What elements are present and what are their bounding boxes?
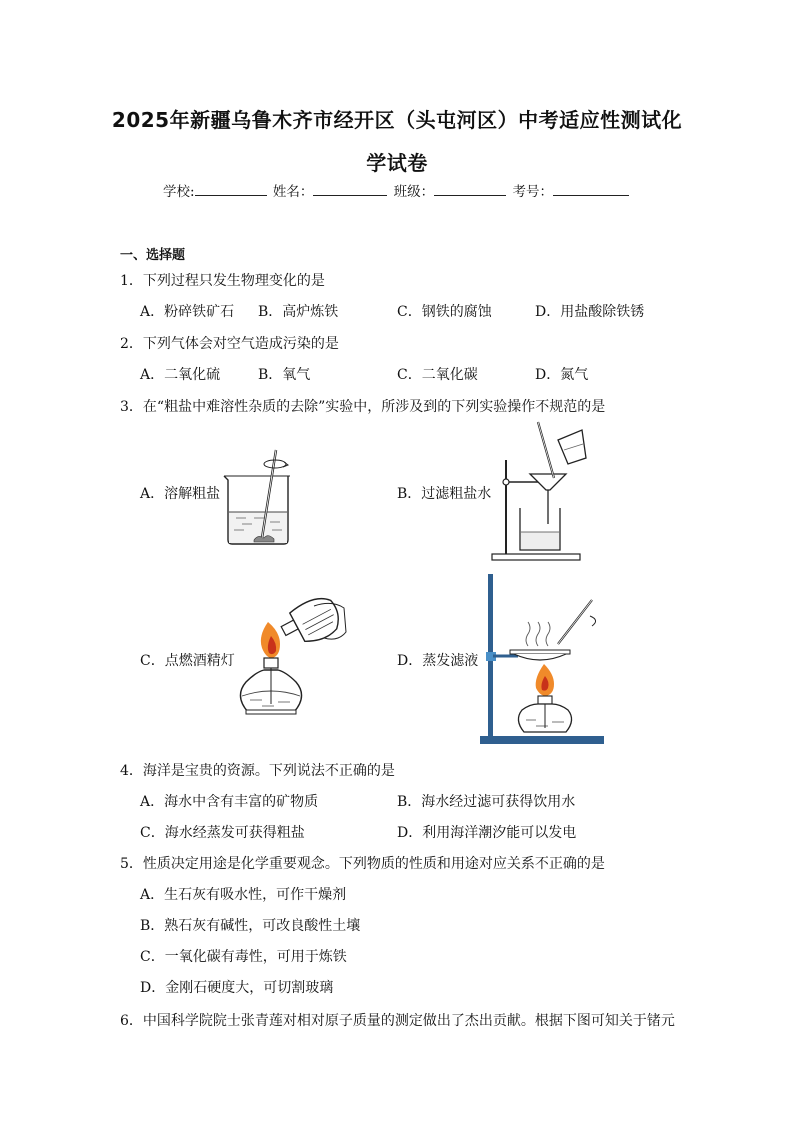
class-blank[interactable] — [434, 183, 506, 196]
q5-option-c[interactable]: C．一氧化碳有毒性，可用于炼铁 — [140, 949, 347, 965]
q5-option-a[interactable]: A．生石灰有吸水性，可作干燥剂 — [140, 887, 347, 903]
q3-option-c[interactable]: C．点燃酒精灯 — [140, 653, 235, 669]
exam-title-line2: 学试卷 — [366, 151, 428, 175]
alcohol-lamp-lighting-illustration — [228, 596, 352, 718]
exam-no-blank[interactable] — [553, 183, 629, 196]
q3-option-a[interactable]: A．溶解粗盐 — [140, 486, 221, 502]
question-4-stem: 4．海洋是宝贵的资源。下列说法不正确的是 — [120, 763, 395, 779]
q4-option-d[interactable]: D．利用海洋潮汐能可以发电 — [397, 825, 577, 841]
q2-option-a[interactable]: A．二氧化硫 — [140, 367, 221, 383]
q1-option-d[interactable]: D．用盐酸除铁锈 — [535, 304, 645, 320]
exam-no-label: 考号： — [512, 184, 553, 200]
q5-option-d[interactable]: D．金刚石硬度大，可切割玻璃 — [140, 980, 334, 996]
q2-option-b[interactable]: B．氧气 — [258, 367, 311, 383]
q1-option-a[interactable]: A．粉碎铁矿石 — [140, 304, 235, 320]
name-label: 姓名： — [272, 184, 314, 200]
q3-option-d[interactable]: D．蒸发滤液 — [397, 653, 479, 669]
q4-option-b[interactable]: B．海水经过滤可获得饮用水 — [397, 794, 576, 810]
exam-title-line1: 2025年新疆乌鲁木齐市经开区（头屯河区）中考适应性测试化 — [111, 108, 683, 132]
school-label: 学校: — [163, 184, 195, 200]
filtration-apparatus-illustration — [488, 420, 588, 562]
q1-option-c[interactable]: C．钢铁的腐蚀 — [397, 304, 492, 320]
question-6-stem: 6．中国科学院院士张青莲对相对原子质量的测定做出了杰出贡献。根据下图可知关于锗元 — [120, 1013, 675, 1029]
question-1-stem: 1．下列过程只发生物理变化的是 — [120, 273, 325, 289]
question-3-stem: 3．在“粗盐中难溶性杂质的去除”实验中，所涉及到的下列实验操作不规范的是 — [120, 399, 606, 415]
question-5-stem: 5．性质决定用途是化学重要观念。下列物质的性质和用途对应关系不正确的是 — [120, 856, 605, 872]
dissolve-salt-beaker-illustration — [218, 436, 298, 548]
q1-option-b[interactable]: B．高炉炼铁 — [258, 304, 339, 320]
q5-option-b[interactable]: B．熟石灰有碱性，可改良酸性土壤 — [140, 918, 361, 934]
q2-option-c[interactable]: C．二氧化碳 — [397, 367, 478, 383]
evaporation-apparatus-illustration — [478, 570, 608, 748]
name-blank[interactable] — [313, 183, 387, 196]
q4-option-a[interactable]: A．海水中含有丰富的矿物质 — [140, 794, 319, 810]
q4-option-c[interactable]: C．海水经蒸发可获得粗盐 — [140, 825, 305, 841]
student-info-line — [0, 180, 794, 200]
q3-option-b[interactable]: B．过滤粗盐水 — [397, 486, 492, 502]
section-title: 一、选择题 — [120, 248, 186, 263]
class-label: 班级： — [393, 184, 435, 200]
question-2-stem: 2．下列气体会对空气造成污染的是 — [120, 336, 339, 352]
q2-option-d[interactable]: D．氮气 — [535, 367, 589, 383]
school-blank[interactable] — [195, 183, 267, 196]
